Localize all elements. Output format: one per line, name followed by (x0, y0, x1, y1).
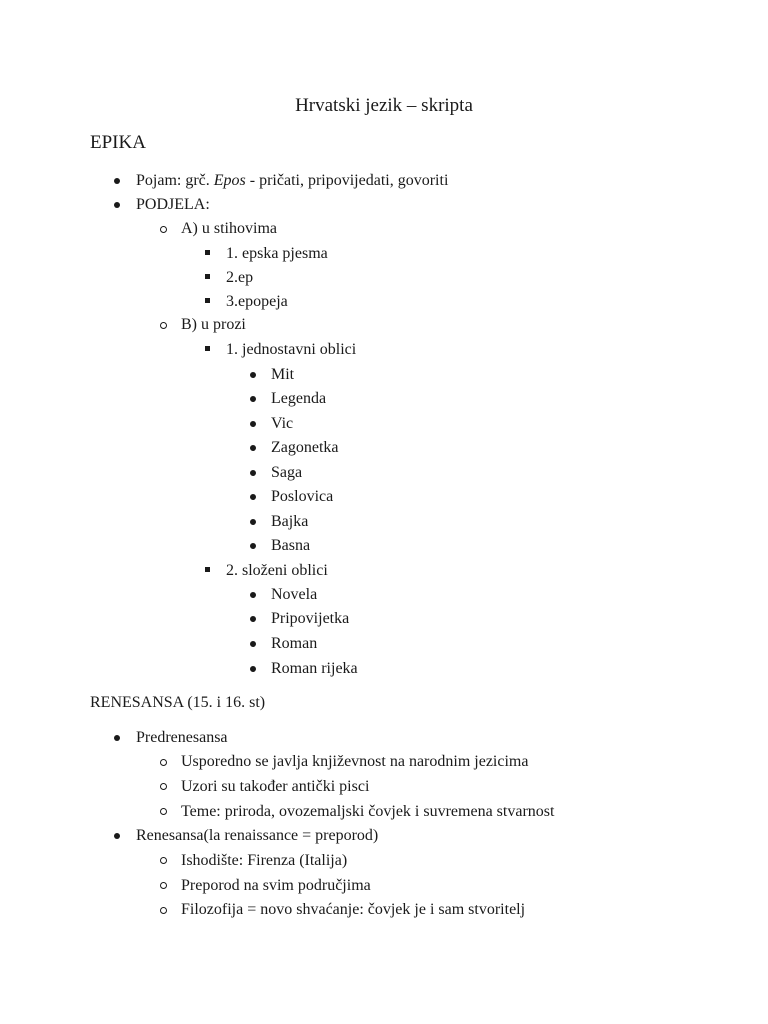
bullet-disc-icon (250, 616, 256, 622)
list-item: Preporod na svim područjima (181, 877, 371, 894)
pojam-suffix: - pričati, pripovijedati, govoriti (245, 172, 449, 189)
list-item-a2: 2.ep (226, 269, 254, 286)
bullet-disc-icon (250, 592, 256, 598)
list-item: Teme: priroda, ovozemaljski čovjek i suvremena stvarnost (181, 803, 555, 820)
list-item-a3: 3.epopeja (226, 293, 288, 310)
bullet-circle-icon (160, 882, 167, 889)
list-item-podjela: PODJELA: (136, 196, 210, 213)
list-item: Vic (271, 415, 294, 432)
list-item: Bajka (271, 513, 309, 530)
bullet-disc-icon (250, 421, 256, 427)
bullet-disc-icon (250, 519, 256, 525)
bullet-disc-icon (250, 543, 256, 549)
list-item: Uzori su također antički pisci (181, 778, 370, 795)
bullet-disc-icon (250, 372, 256, 378)
bullet-circle-icon (160, 857, 167, 864)
list-item-b1: 1. jednostavni oblici (226, 341, 357, 358)
bullet-square-icon (205, 567, 210, 572)
list-item-predrenesansa: Predrenesansa (136, 729, 228, 746)
bullet-disc-icon (114, 735, 120, 741)
bullet-disc-icon (250, 470, 256, 476)
list-item: Saga (271, 464, 303, 481)
bullet-square-icon (205, 298, 210, 303)
bullet-square-icon (205, 250, 210, 255)
list-item: Pripovijetka (271, 610, 350, 627)
bullet-circle-icon (160, 759, 167, 766)
list-item: Legenda (271, 390, 327, 407)
bullet-circle-icon (160, 907, 167, 914)
list-item-a: A) u stihovima (181, 220, 277, 237)
section-heading-epika: EPIKA (90, 132, 146, 153)
bullet-circle-icon (160, 322, 167, 329)
bullet-disc-icon (250, 396, 256, 402)
bullet-disc-icon (250, 445, 256, 451)
bullet-disc-icon (114, 202, 120, 208)
pojam-prefix: Pojam: grč. (136, 172, 214, 189)
bullet-disc-icon (114, 833, 120, 839)
section-heading-renesansa: RENESANSA (15. i 16. st) (90, 694, 266, 711)
list-item-pojam (136, 171, 448, 191)
list-item: Mit (271, 366, 295, 383)
page-title: Hrvatski jezik – skripta (295, 95, 473, 116)
list-item: Ishodište: Firenza (Italija) (181, 852, 348, 869)
bullet-circle-icon (160, 226, 167, 233)
bullet-disc-icon (250, 494, 256, 500)
list-item: Roman (271, 635, 318, 652)
bullet-circle-icon (160, 783, 167, 790)
bullet-square-icon (205, 274, 210, 279)
bullet-disc-icon (250, 641, 256, 647)
bullet-disc-icon (250, 666, 256, 672)
list-item-b2: 2. složeni oblici (226, 562, 328, 579)
list-item: Roman rijeka (271, 660, 358, 677)
list-item-renesansa: Renesansa(la renaissance = preporod) (136, 827, 379, 844)
list-item: Usporedno se javlja književnost na narodnim jezicima (181, 753, 529, 770)
list-item: Zagonetka (271, 439, 339, 456)
list-item-a1: 1. epska pjesma (226, 245, 328, 262)
bullet-square-icon (205, 346, 210, 351)
bullet-circle-icon (160, 808, 167, 815)
bullet-disc-icon (114, 178, 120, 184)
list-item: Novela (271, 586, 318, 603)
list-item-b: B) u prozi (181, 316, 246, 333)
pojam-italic: Epos (213, 172, 246, 189)
list-item: Basna (271, 537, 311, 554)
list-item: Poslovica (271, 488, 334, 505)
list-item: Filozofija = novo shvaćanje: čovjek je i sam stvoritelj (181, 901, 526, 918)
